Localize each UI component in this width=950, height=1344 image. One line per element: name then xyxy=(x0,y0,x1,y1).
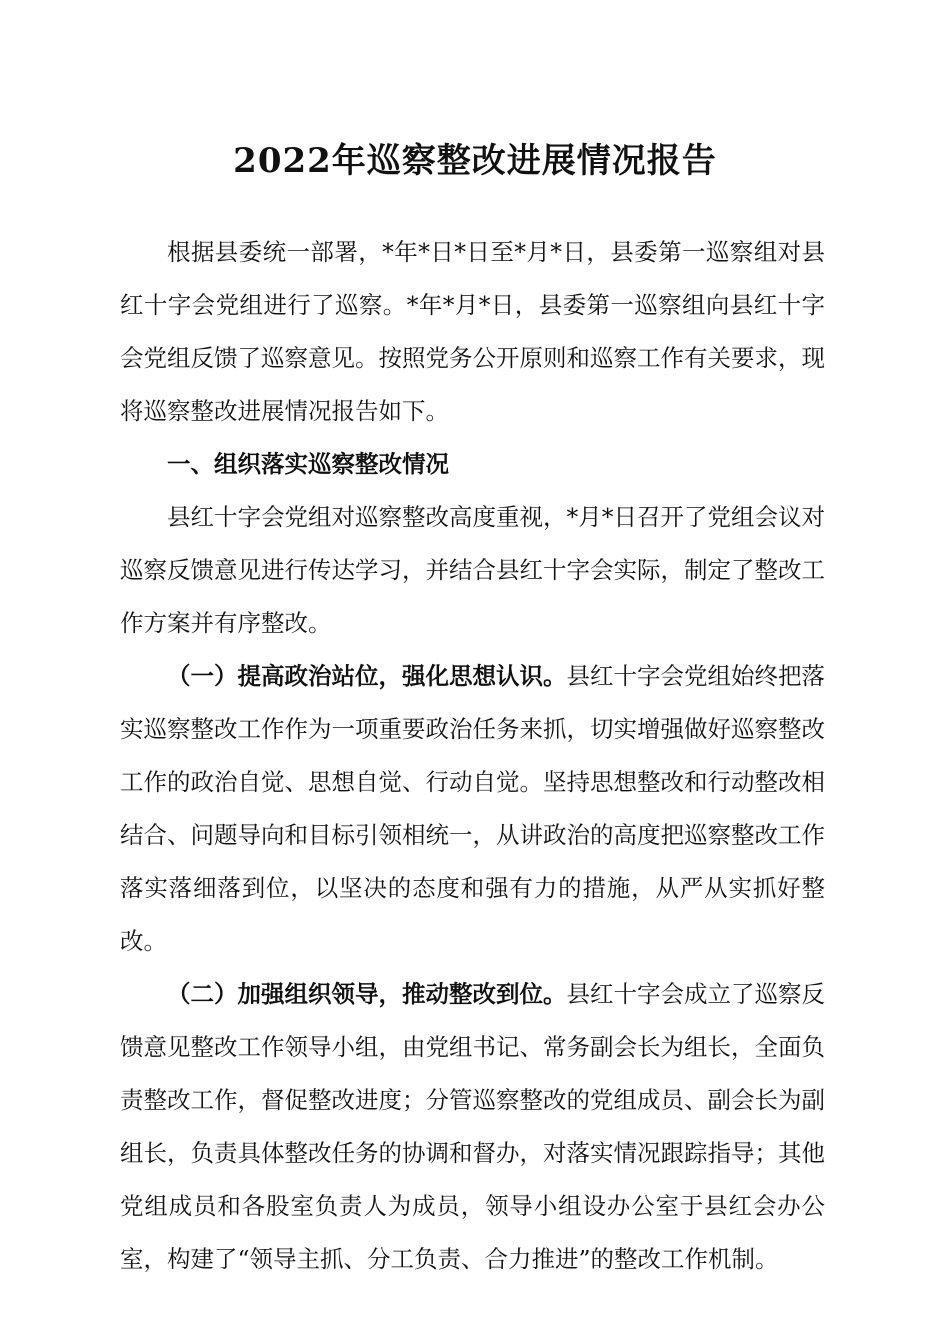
item-1-paragraph xyxy=(120,650,825,968)
item-1-text: 县红十字会党组始终把落实巡察整改工作作为一项重要政治任务来抓，切实增强做好巡察整改工作的政治自觉、思想自觉、行动自觉。坚持思想整改和行动整改相结合、问题导向和目标引领相统一，从讲政治的高度把巡察整改工作落实落细落到位，以坚决的态度和强有力的措施，从严从实抓好整改。 xyxy=(120,662,825,955)
item-2-lead: （二）加强组织领导，推动整改到位。 xyxy=(167,980,567,1008)
intro-paragraph: 根据县委统一部署，*年*日*日至*月*日，县委第一巡察组对县红十字会党组进行了巡察。*年*月*日，县委第一巡察组向县红十字会党组反馈了巡察意见。按照党务公开原则和巡察工作有关要求，现将巡察整改进展情况报告如下。 xyxy=(120,238,825,425)
item-1-lead: （一）提高政治站位，强化思想认识。 xyxy=(167,662,567,690)
document-title: 2022年巡察整改进展情况报告 xyxy=(233,141,717,181)
item-2-paragraph xyxy=(120,968,825,1286)
item-2-text: 县红十字会成立了巡察反馈意见整改工作领导小组，由党组书记、常务副会长为组长，全面负责整改工作，督促整改进度；分管巡察整改的党组成员、副会长为副组长，负责具体整改任务的协调和督办，对落实情况跟踪指导；其他党组成员和各股室负责人为成员，领导小组设办公室于县红会办公室，构建了“领导主抓、分工负责、合力推进”的整改工作机制。 xyxy=(120,980,825,1273)
section-heading-1: 一、组织落实巡察整改情况 xyxy=(167,450,449,478)
document-body xyxy=(120,226,825,1286)
section-1-paragraph: 县红十字会党组对巡察整改高度重视，*月*日召开了党组会议对巡察反馈意见进行传达学习，并结合县红十字会实际，制定了整改工作方案并有序整改。 xyxy=(120,503,825,637)
